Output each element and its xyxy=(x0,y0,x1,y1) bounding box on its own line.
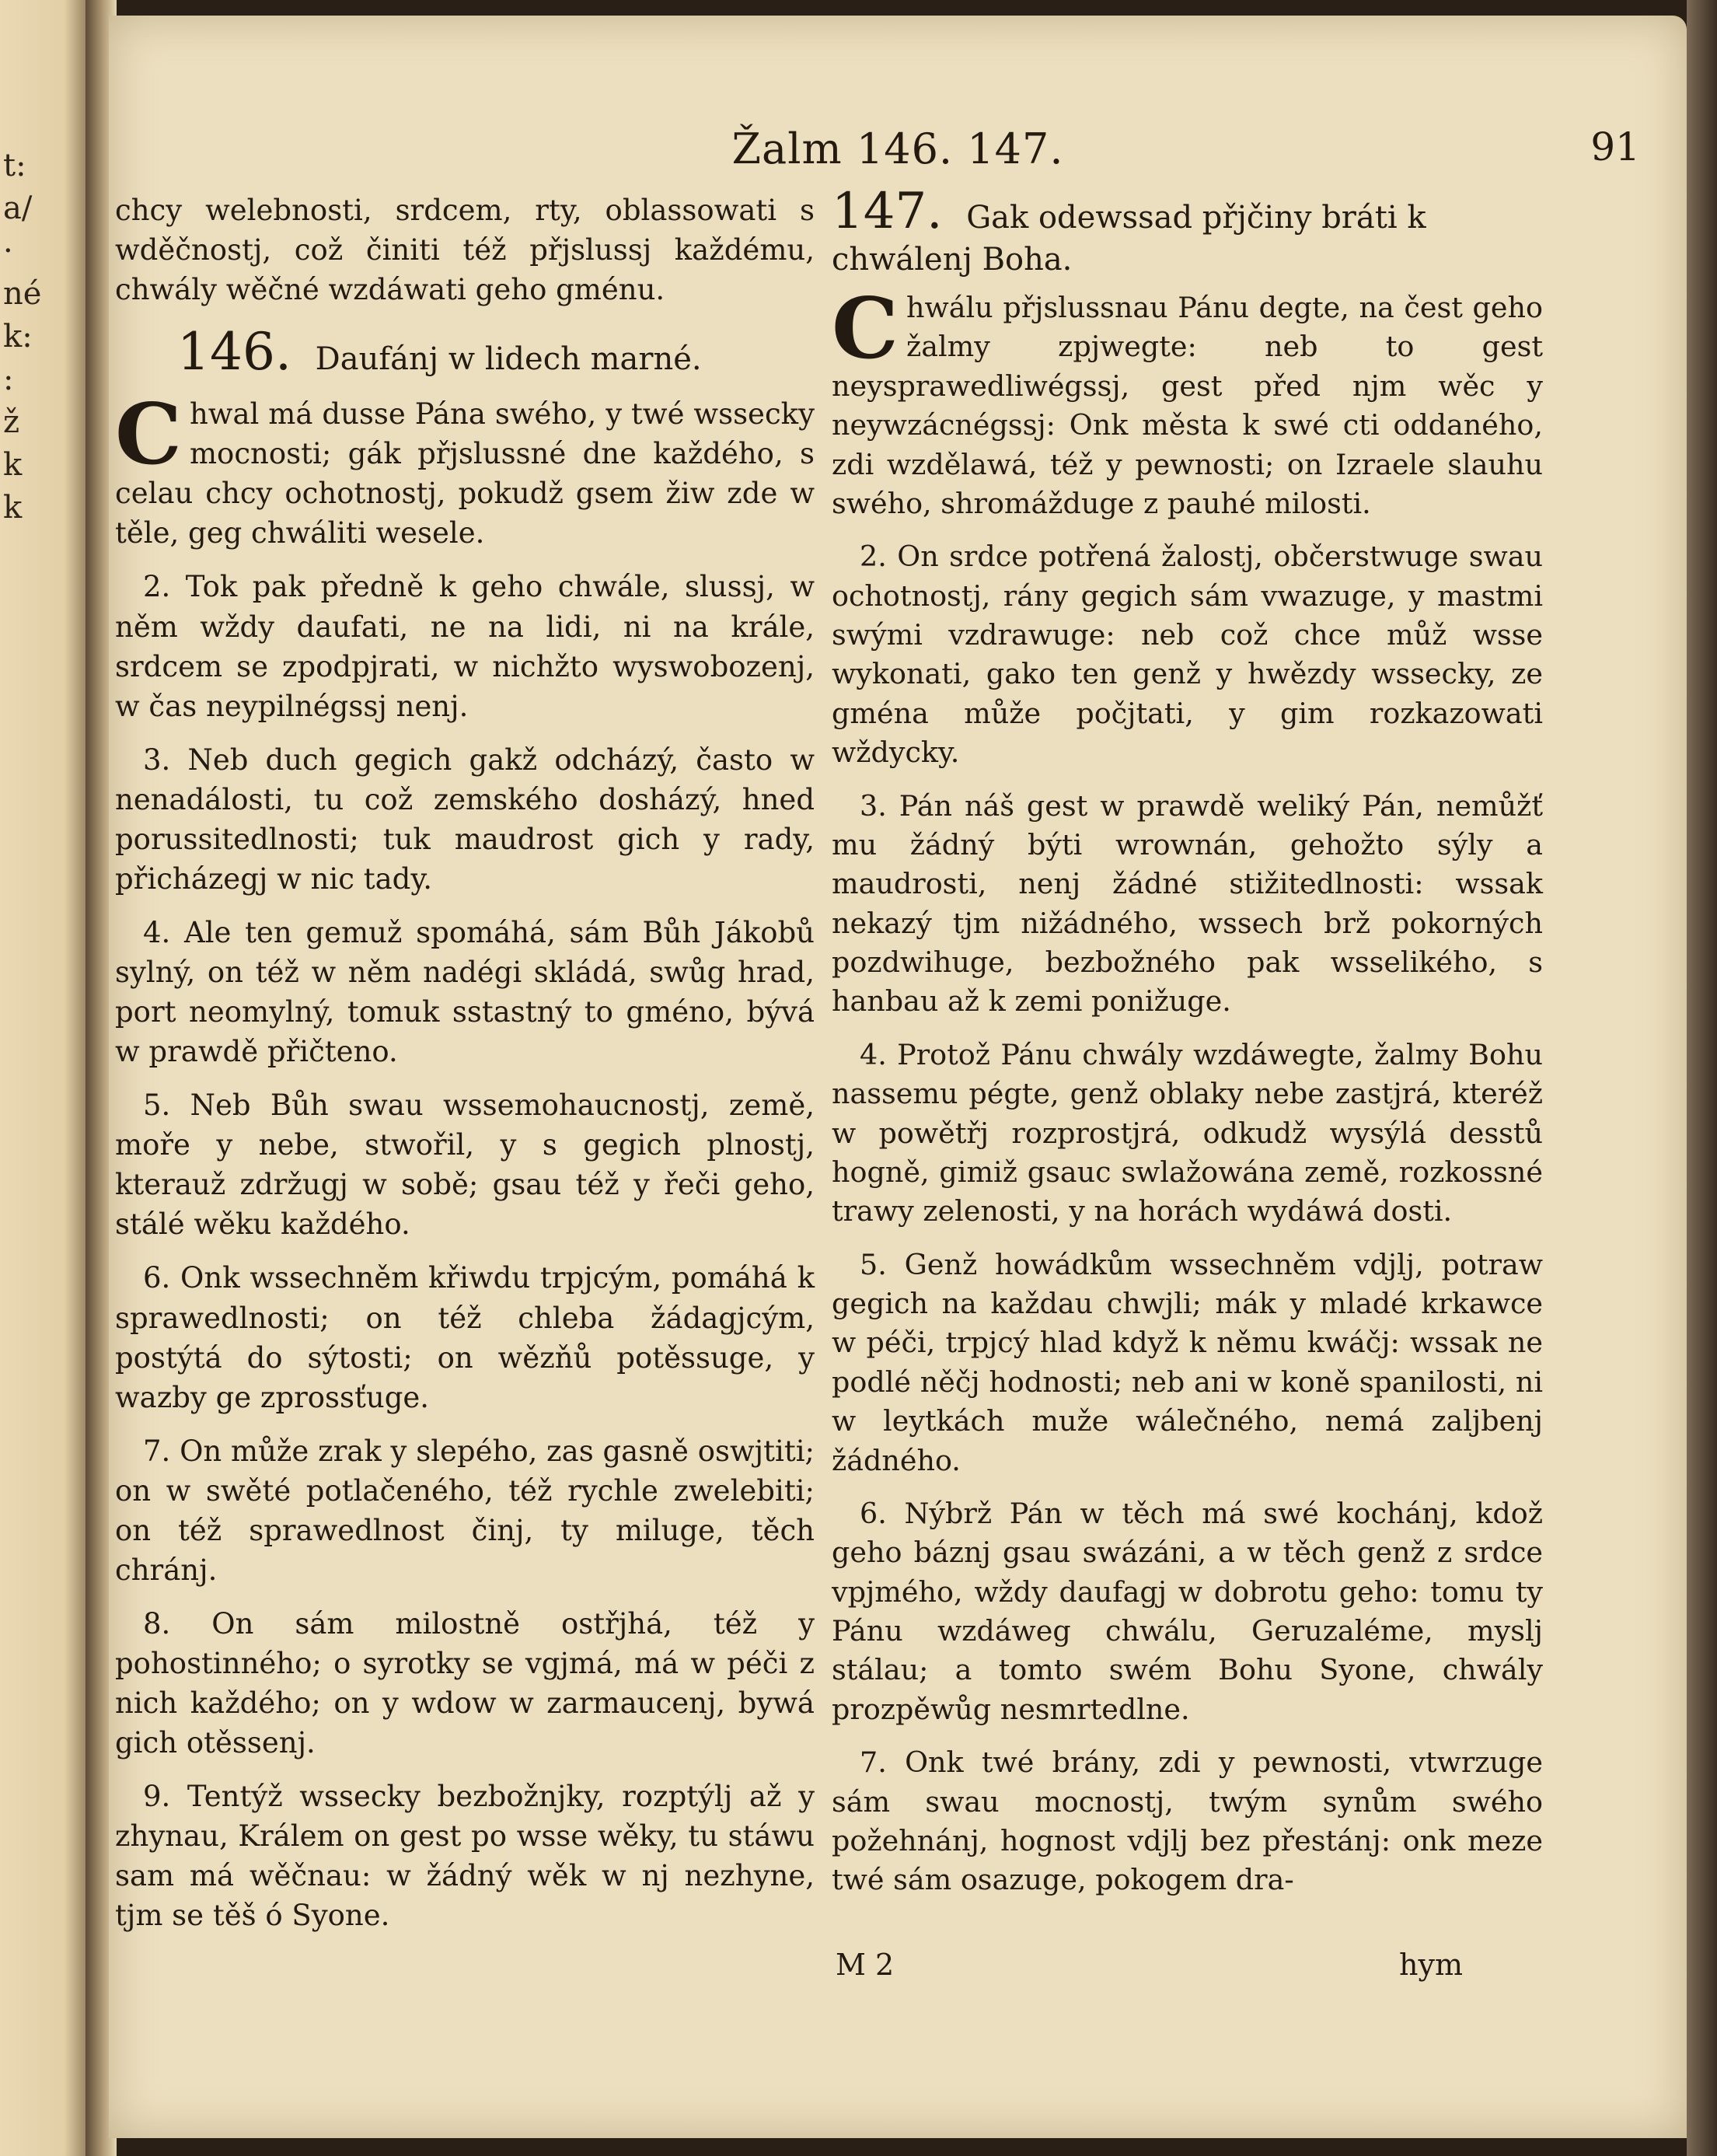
catchword: hym xyxy=(1399,1948,1463,1982)
verse: 3. Pán náš gest w prawdě weliký Pán, nemůžť mu žádný býti wrownán, gehožto sýly a maudrosti, nenj žádné stižitedlnosti: wssak nekazý tjm nižádného, wssech brž pokorných pozdwihuge, bezbožného pak wsselikého, s hanbau až k zemi ponižuge. xyxy=(832,788,1543,1019)
page-edge-fragment: k: xyxy=(3,319,33,355)
verse: 6. Onk wssechněm křiwdu trpjcým, pomáhá k sprawedlnosti; on též chleba žádagjcým, postýtá do sýtosti; on wězňů potěssuge, y wazby ge zprossťuge. xyxy=(115,1261,815,1414)
page-header xyxy=(109,124,1687,187)
page-number: 91 xyxy=(1590,124,1640,169)
verse: 7. On může zrak y slepého, zas gasně oswjtiti; on w swěté potlačeného, též rychle zwelebiti; on též sprawedlnost činj, ty miluge, těch chránj. xyxy=(115,1434,815,1587)
verse: 2. Tok pak předně k geho chwále, slussj, w něm wždy daufati, ne na lidi, ni na krále, srdcem se zpodpjrati, w nichžto wyswobozenj, w čas neypilnégssj nenj. xyxy=(115,570,815,723)
psalm-title: Daufánj w lidech marné. xyxy=(315,341,702,378)
right-column xyxy=(832,183,1543,1900)
left-column xyxy=(115,190,815,1935)
verse: 3. Neb duch gegich gakž odcházý, často w nenadálosti, tu což zemského dosházý, hned porussitedlnosti; tuk maudrost gich y rady, přicházegj w nic tady. xyxy=(115,743,815,896)
verse-text: hwal má dusse Pána swého, y twé wssecky mocnosti; gák přjslussné dne každého, s celau chcy ochotnostj, pokudž gsem žiw zde w těle, geg chwáliti wesele. xyxy=(115,397,815,550)
verse-1 xyxy=(832,280,1543,523)
page-edge-fragment: a/ xyxy=(3,190,33,226)
verse: 4. Protož Pánu chwály wzdáwegte, žalmy Bohu nassemu pégte, genž oblaky nebe zastjrá, kteréž w powětřj rozprostjrá, odkudž wysýlá desstů hogně, gimiž gsauc swlažowána země, rozkossné trawy zelenosti, y na horách wydáwá dosti. xyxy=(832,1037,1543,1228)
verse-1 xyxy=(115,386,815,553)
page-edge-fragment: né xyxy=(3,276,42,312)
page-edge-fragment: ž xyxy=(3,404,20,440)
previous-page-edge xyxy=(0,0,92,2156)
psalm-heading xyxy=(177,322,815,383)
verse: 5. Neb Bůh swau wssemohaucnostj, země, moře y nebe, stwořil, y s gegich plnostj, kterauž zdržugj w sobě; gsau též y řeči geho, stálé wěku každého. xyxy=(115,1088,815,1242)
verse-text: hwálu přjslussnau Pánu degte, na čest geho žalmy zpjwegte: neb to gest neysprawedliwégssj, gest před njm wěc y neywzácnégssj: Onk města k swé cti oddaného, zdi wzdělawá, též y pewnosti; on Izraele slauhu swého, shromážduge z pauhé milosti. xyxy=(832,291,1543,520)
verse: 2. On srdce potřená žalostj, občerstwuge swau ochotnostj, rány gegich sám vwazuge, y mastmi swými vzdrawuge: neb což chce můž wsse wykonati, gako ten genž y hwězdy wssecky, ze gména může počjtati, y gim rozkazowati wždycky. xyxy=(832,540,1543,770)
psalm-number: 146. xyxy=(177,322,291,383)
verse: 5. Genž howádkům wssechněm vdjlj, potraw gegich na každau chwjli; mák y mladé krkawce w péči, trpjcý hlad když k němu kwáčj: wssak ne podlé něčj hodnosti; neb ani w koně spanilosti, ni w leytkách muže wálečného, nemá zaljbenj žádného. xyxy=(832,1247,1543,1477)
page-edge-fragment: k xyxy=(3,447,23,483)
verse: 8. On sám milostně ostřjhá, též y pohostinného; o syrotky se vgjmá, má w péči z nich každého; on y wdow w zarmaucenj, bywá gich otěssenj. xyxy=(115,1606,815,1760)
page-edge-fragment: · xyxy=(3,233,13,269)
page-edge-fragment: k xyxy=(3,490,23,526)
page-edge-fragment: : xyxy=(3,362,14,397)
psalm-title: Gak odewssad přjčiny bráti k chwálenj Boha. xyxy=(832,200,1426,278)
verse-continuation: chcy welebnosti, srdcem, rty, oblassowati s wděčnostj, což činiti též přjslussj každému, chwály wěčné wzdáwati geho gménu. xyxy=(115,194,815,307)
running-title: Žalm 146. 147. xyxy=(731,124,1064,173)
drop-capital: C xyxy=(115,386,182,484)
verse: 7. Onk twé brány, zdi y pewnosti, vtwrzuge sám swau mocnostj, twým synům swého požehnánj, hognost vdjlj bez přestánj: onk meze twé sám osazuge, pokogem dra- xyxy=(832,1745,1543,1897)
page-edge-shadow xyxy=(1687,0,1717,2156)
psalm-number: 147. xyxy=(832,183,943,240)
psalm-heading xyxy=(832,183,1543,281)
drop-capital: C xyxy=(832,280,899,378)
page-edge-fragment: t: xyxy=(3,148,26,183)
verse: 4. Ale ten gemuž spomáhá, sám Bůh Jákobů sylný, on též w něm nadégi skládá, swůg hrad, port neomylný, tomuk sstastný to gméno, bývá w prawdě přičteno. xyxy=(115,915,815,1069)
verse: 9. Tentýž wssecky bezbožnjky, rozptýlj až y zhynau, Králem on gest po wsse wěky, tu stáwu sam má wěčnau: w žádný wěk w nj nezhyne, tjm se těš ó Syone. xyxy=(115,1780,815,1933)
signature-mark: M 2 xyxy=(836,1948,895,1982)
verse: 6. Nýbrž Pán w těch má swé kochánj, kdož geho báznj gsau swázáni, a w těch genž z srdce vpjmého, wždy daufagj w dobrotu geho: tomu ty Pánu wzdáweg chwálu, Geruzaléme, myslj stálau; a tomto swém Bohu Syone, chwály prozpěwůg nesmrtedlne. xyxy=(832,1496,1543,1726)
